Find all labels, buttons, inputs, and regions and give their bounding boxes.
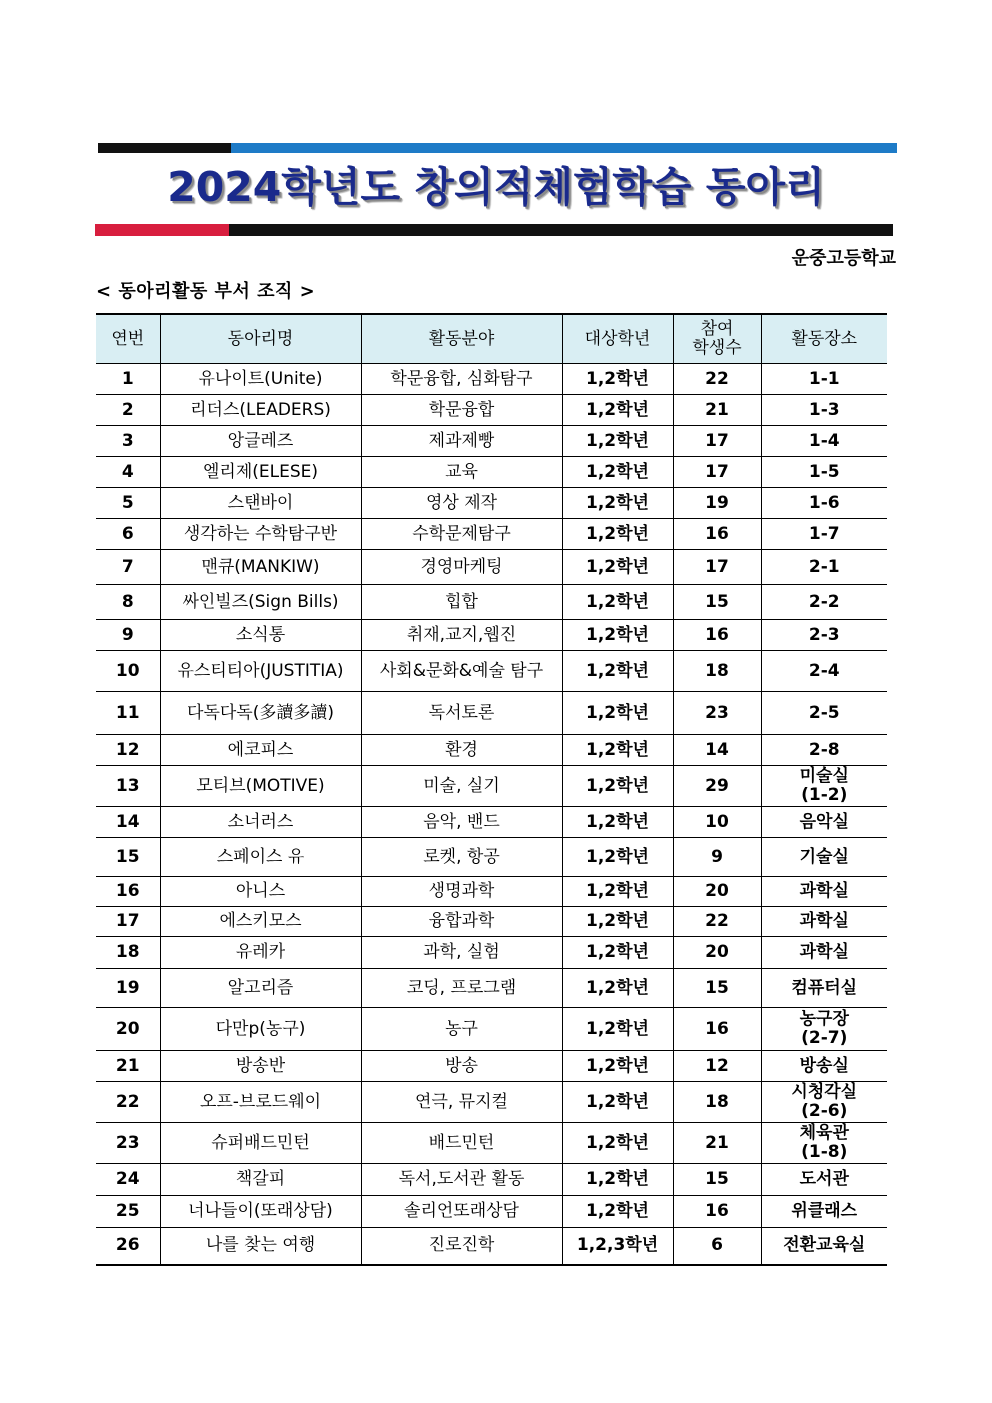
section-heading: < 동아리활동 부서 조직 > bbox=[96, 281, 316, 302]
table-row bbox=[96, 488, 887, 519]
table-row bbox=[96, 969, 887, 1008]
cell-location: 과학실 bbox=[761, 937, 887, 969]
cell-participants: 29 bbox=[673, 766, 761, 807]
cell-club-name: 유레카 bbox=[160, 937, 361, 969]
cell-index: 3 bbox=[96, 426, 160, 457]
table-row bbox=[96, 550, 887, 585]
cell-activity-field: 진로진학 bbox=[361, 1228, 562, 1265]
cell-activity-field: 로켓, 항공 bbox=[361, 838, 562, 877]
cell-location: 1-6 bbox=[761, 488, 887, 519]
table-row bbox=[96, 1196, 887, 1228]
cell-activity-field: 학문융합 bbox=[361, 395, 562, 426]
table-row bbox=[96, 1123, 887, 1164]
cell-location: 시청각실 (2-6) bbox=[761, 1082, 887, 1123]
table-row bbox=[96, 395, 887, 426]
cell-activity-field: 농구 bbox=[361, 1008, 562, 1051]
cell-location: 미술실 (1-2) bbox=[761, 766, 887, 807]
cell-index: 2 bbox=[96, 395, 160, 426]
table-body bbox=[96, 364, 887, 1265]
cell-activity-field: 취재,교지,웹진 bbox=[361, 620, 562, 651]
cell-participants: 17 bbox=[673, 457, 761, 488]
cell-activity-field: 교육 bbox=[361, 457, 562, 488]
cell-participants: 12 bbox=[673, 1051, 761, 1082]
cell-index: 11 bbox=[96, 692, 160, 735]
cell-club-name: 유스티티아(JUSTITIA) bbox=[160, 651, 361, 692]
cell-index: 10 bbox=[96, 651, 160, 692]
cell-club-name: 오프-브로드웨이 bbox=[160, 1082, 361, 1123]
cell-club-name: 스페이스 유 bbox=[160, 838, 361, 877]
cell-participants: 16 bbox=[673, 1196, 761, 1228]
table-row bbox=[96, 1082, 887, 1123]
cell-index: 25 bbox=[96, 1196, 160, 1228]
cell-target-grade: 1,2학년 bbox=[562, 651, 673, 692]
cell-participants: 17 bbox=[673, 550, 761, 585]
cell-target-grade: 1,2학년 bbox=[562, 1123, 673, 1164]
cell-activity-field: 독서,도서관 활동 bbox=[361, 1164, 562, 1196]
cell-club-name: 슈퍼배드민턴 bbox=[160, 1123, 361, 1164]
cell-index: 8 bbox=[96, 585, 160, 620]
cell-activity-field: 음악, 밴드 bbox=[361, 807, 562, 838]
cell-participants: 21 bbox=[673, 1123, 761, 1164]
table-row bbox=[96, 937, 887, 969]
cell-club-name: 에스키모스 bbox=[160, 907, 361, 937]
cell-activity-field: 연극, 뮤지컬 bbox=[361, 1082, 562, 1123]
cell-index: 12 bbox=[96, 735, 160, 766]
cell-index: 9 bbox=[96, 620, 160, 651]
cell-target-grade: 1,2학년 bbox=[562, 620, 673, 651]
table-row bbox=[96, 877, 887, 907]
cell-club-name: 엘리제(ELESE) bbox=[160, 457, 361, 488]
cell-activity-field: 제과제빵 bbox=[361, 426, 562, 457]
cell-participants: 20 bbox=[673, 877, 761, 907]
cell-target-grade: 1,2학년 bbox=[562, 457, 673, 488]
title-top-bar-blue bbox=[231, 143, 897, 153]
cell-location: 2-4 bbox=[761, 651, 887, 692]
cell-location: 전환교육실 bbox=[761, 1228, 887, 1265]
cell-participants: 6 bbox=[673, 1228, 761, 1265]
table-row bbox=[96, 1228, 887, 1265]
cell-target-grade: 1,2학년 bbox=[562, 364, 673, 395]
cell-index: 22 bbox=[96, 1082, 160, 1123]
cell-participants: 15 bbox=[673, 1164, 761, 1196]
cell-participants: 16 bbox=[673, 519, 761, 550]
cell-location: 1-4 bbox=[761, 426, 887, 457]
table-row bbox=[96, 426, 887, 457]
cell-target-grade: 1,2학년 bbox=[562, 488, 673, 519]
cell-target-grade: 1,2학년 bbox=[562, 519, 673, 550]
cell-club-name: 방송반 bbox=[160, 1051, 361, 1082]
table-header-row bbox=[96, 314, 887, 364]
cell-club-name: 모티브(MOTIVE) bbox=[160, 766, 361, 807]
cell-participants: 19 bbox=[673, 488, 761, 519]
cell-club-name: 유나이트(Unite) bbox=[160, 364, 361, 395]
cell-club-name: 에코피스 bbox=[160, 735, 361, 766]
cell-activity-field: 생명과학 bbox=[361, 877, 562, 907]
cell-index: 16 bbox=[96, 877, 160, 907]
table-row bbox=[96, 907, 887, 937]
cell-index: 18 bbox=[96, 937, 160, 969]
cell-index: 20 bbox=[96, 1008, 160, 1051]
cell-participants: 22 bbox=[673, 907, 761, 937]
title-bottom-bar-black bbox=[229, 224, 893, 236]
cell-activity-field: 방송 bbox=[361, 1051, 562, 1082]
page-title: 2024학년도 창의적체험학습 동아리 bbox=[167, 163, 825, 211]
cell-index: 5 bbox=[96, 488, 160, 519]
cell-location: 도서관 bbox=[761, 1164, 887, 1196]
cell-location: 위클래스 bbox=[761, 1196, 887, 1228]
table-row bbox=[96, 620, 887, 651]
cell-target-grade: 1,2학년 bbox=[562, 969, 673, 1008]
cell-location: 2-1 bbox=[761, 550, 887, 585]
cell-target-grade: 1,2학년 bbox=[562, 877, 673, 907]
table-row bbox=[96, 1008, 887, 1051]
cell-participants: 18 bbox=[673, 1082, 761, 1123]
cell-club-name: 다만p(농구) bbox=[160, 1008, 361, 1051]
cell-target-grade: 1,2학년 bbox=[562, 1196, 673, 1228]
cell-activity-field: 과학, 실험 bbox=[361, 937, 562, 969]
cell-participants: 20 bbox=[673, 937, 761, 969]
cell-club-name: 스탠바이 bbox=[160, 488, 361, 519]
cell-index: 19 bbox=[96, 969, 160, 1008]
cell-club-name: 아니스 bbox=[160, 877, 361, 907]
cell-participants: 15 bbox=[673, 585, 761, 620]
cell-location: 2-3 bbox=[761, 620, 887, 651]
school-name: 운중고등학교 bbox=[791, 248, 896, 269]
table-row bbox=[96, 364, 887, 395]
column-header-activity-field: 활동분야 bbox=[361, 314, 562, 364]
cell-target-grade: 1,2학년 bbox=[562, 585, 673, 620]
cell-index: 14 bbox=[96, 807, 160, 838]
column-header-participants: 참여 학생수 bbox=[673, 314, 761, 364]
cell-participants: 16 bbox=[673, 620, 761, 651]
cell-location: 컴퓨터실 bbox=[761, 969, 887, 1008]
cell-target-grade: 1,2학년 bbox=[562, 692, 673, 735]
cell-target-grade: 1,2학년 bbox=[562, 1051, 673, 1082]
table-row bbox=[96, 457, 887, 488]
cell-location: 2-5 bbox=[761, 692, 887, 735]
cell-activity-field: 영상 제작 bbox=[361, 488, 562, 519]
cell-location: 1-1 bbox=[761, 364, 887, 395]
cell-location: 체육관 (1-8) bbox=[761, 1123, 887, 1164]
cell-participants: 16 bbox=[673, 1008, 761, 1051]
table-row bbox=[96, 1051, 887, 1082]
cell-participants: 14 bbox=[673, 735, 761, 766]
cell-target-grade: 1,2,3학년 bbox=[562, 1228, 673, 1265]
cell-participants: 18 bbox=[673, 651, 761, 692]
cell-target-grade: 1,2학년 bbox=[562, 1082, 673, 1123]
table-row bbox=[96, 692, 887, 735]
cell-club-name: 소너러스 bbox=[160, 807, 361, 838]
table-row bbox=[96, 585, 887, 620]
cell-activity-field: 융합과학 bbox=[361, 907, 562, 937]
table-row bbox=[96, 838, 887, 877]
cell-activity-field: 배드민턴 bbox=[361, 1123, 562, 1164]
cell-club-name: 싸인빌즈(Sign Bills) bbox=[160, 585, 361, 620]
column-header-target-grade: 대상학년 bbox=[562, 314, 673, 364]
cell-location: 과학실 bbox=[761, 877, 887, 907]
cell-index: 15 bbox=[96, 838, 160, 877]
cell-club-name: 맨큐(MANKIW) bbox=[160, 550, 361, 585]
cell-index: 13 bbox=[96, 766, 160, 807]
cell-location: 기술실 bbox=[761, 838, 887, 877]
cell-location: 과학실 bbox=[761, 907, 887, 937]
cell-club-name: 다독다독(多讀多讀) bbox=[160, 692, 361, 735]
cell-target-grade: 1,2학년 bbox=[562, 937, 673, 969]
cell-target-grade: 1,2학년 bbox=[562, 807, 673, 838]
title-top-bar-black bbox=[98, 143, 231, 153]
cell-activity-field: 경영마케팅 bbox=[361, 550, 562, 585]
cell-activity-field: 독서토론 bbox=[361, 692, 562, 735]
cell-index: 23 bbox=[96, 1123, 160, 1164]
cell-target-grade: 1,2학년 bbox=[562, 735, 673, 766]
cell-target-grade: 1,2학년 bbox=[562, 766, 673, 807]
cell-target-grade: 1,2학년 bbox=[562, 395, 673, 426]
table-row bbox=[96, 766, 887, 807]
cell-activity-field: 학문융합, 심화탐구 bbox=[361, 364, 562, 395]
cell-target-grade: 1,2학년 bbox=[562, 838, 673, 877]
column-header-club-name: 동아리명 bbox=[160, 314, 361, 364]
table-row bbox=[96, 651, 887, 692]
cell-club-name: 생각하는 수학탐구반 bbox=[160, 519, 361, 550]
cell-index: 4 bbox=[96, 457, 160, 488]
cell-activity-field: 환경 bbox=[361, 735, 562, 766]
cell-activity-field: 미술, 실기 bbox=[361, 766, 562, 807]
cell-target-grade: 1,2학년 bbox=[562, 1008, 673, 1051]
cell-activity-field: 수학문제탐구 bbox=[361, 519, 562, 550]
cell-participants: 10 bbox=[673, 807, 761, 838]
cell-index: 21 bbox=[96, 1051, 160, 1082]
cell-location: 음악실 bbox=[761, 807, 887, 838]
cell-club-name: 책갈피 bbox=[160, 1164, 361, 1196]
title-bottom-bar-red bbox=[95, 224, 229, 236]
cell-participants: 9 bbox=[673, 838, 761, 877]
column-header-index: 연번 bbox=[96, 314, 160, 364]
cell-index: 26 bbox=[96, 1228, 160, 1265]
cell-index: 6 bbox=[96, 519, 160, 550]
cell-location: 방송실 bbox=[761, 1051, 887, 1082]
cell-index: 17 bbox=[96, 907, 160, 937]
cell-participants: 23 bbox=[673, 692, 761, 735]
cell-location: 2-8 bbox=[761, 735, 887, 766]
cell-club-name: 나를 찾는 여행 bbox=[160, 1228, 361, 1265]
cell-club-name: 알고리즘 bbox=[160, 969, 361, 1008]
club-table bbox=[96, 313, 887, 1266]
cell-target-grade: 1,2학년 bbox=[562, 426, 673, 457]
cell-activity-field: 솔리언또래상담 bbox=[361, 1196, 562, 1228]
cell-location: 농구장 (2-7) bbox=[761, 1008, 887, 1051]
cell-index: 24 bbox=[96, 1164, 160, 1196]
cell-activity-field: 힙합 bbox=[361, 585, 562, 620]
cell-participants: 22 bbox=[673, 364, 761, 395]
cell-club-name: 소식통 bbox=[160, 620, 361, 651]
cell-location: 1-7 bbox=[761, 519, 887, 550]
cell-location: 1-5 bbox=[761, 457, 887, 488]
cell-participants: 15 bbox=[673, 969, 761, 1008]
cell-club-name: 리더스(LEADERS) bbox=[160, 395, 361, 426]
cell-club-name: 너나들이(또래상담) bbox=[160, 1196, 361, 1228]
cell-activity-field: 사회&문화&예술 탐구 bbox=[361, 651, 562, 692]
cell-location: 2-2 bbox=[761, 585, 887, 620]
cell-index: 7 bbox=[96, 550, 160, 585]
cell-target-grade: 1,2학년 bbox=[562, 550, 673, 585]
cell-target-grade: 1,2학년 bbox=[562, 1164, 673, 1196]
cell-location: 1-3 bbox=[761, 395, 887, 426]
cell-participants: 17 bbox=[673, 426, 761, 457]
table-row bbox=[96, 519, 887, 550]
cell-activity-field: 코딩, 프로그램 bbox=[361, 969, 562, 1008]
table-row bbox=[96, 1164, 887, 1196]
column-header-location: 활동장소 bbox=[761, 314, 887, 364]
cell-target-grade: 1,2학년 bbox=[562, 907, 673, 937]
cell-club-name: 앙글레즈 bbox=[160, 426, 361, 457]
cell-participants: 21 bbox=[673, 395, 761, 426]
table-row bbox=[96, 735, 887, 766]
cell-index: 1 bbox=[96, 364, 160, 395]
table-row bbox=[96, 807, 887, 838]
